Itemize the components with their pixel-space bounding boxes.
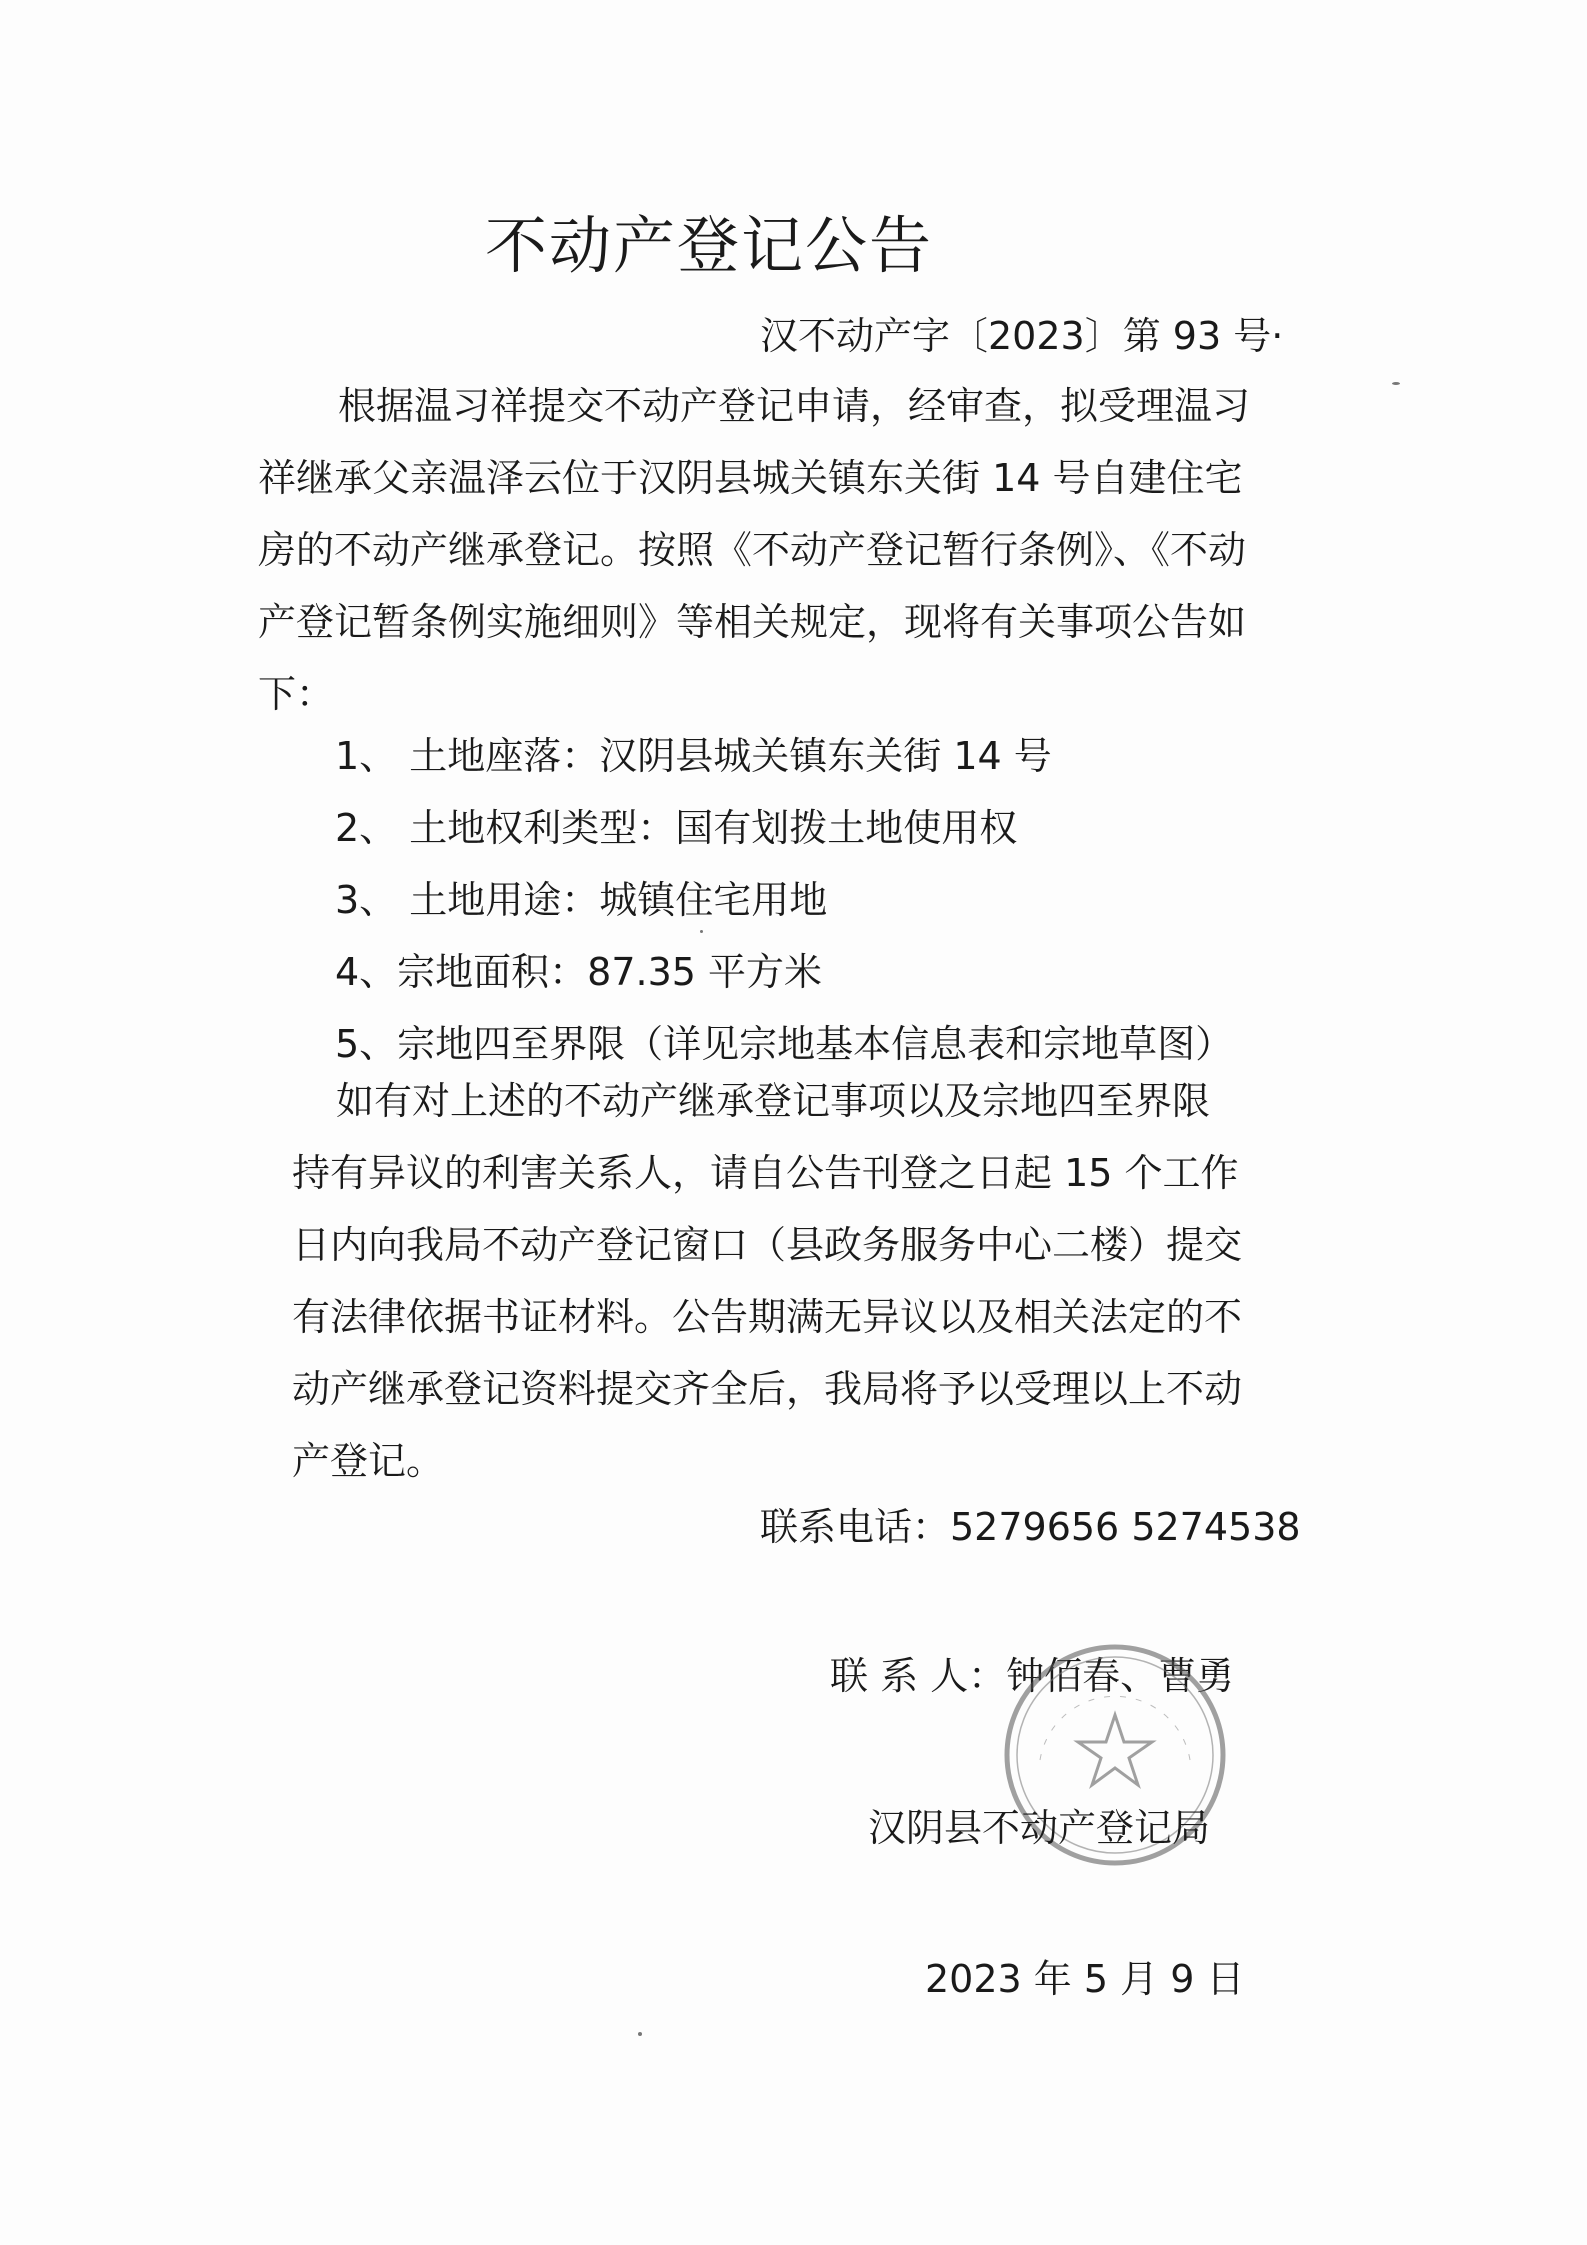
- intro-paragraph: [258, 370, 1250, 730]
- intro-line-5: 下：: [258, 672, 335, 716]
- intro-line-1: 根据温习祥提交不动产登记申请，经审查，拟受理温习: [338, 384, 1251, 428]
- scan-speck: [638, 2032, 642, 2036]
- list-item: 3、 土地用途：城镇住宅用地: [335, 878, 828, 922]
- issue-date: 2023 年 5 月 9 日: [925, 1957, 1245, 2001]
- document-number: 汉不动产字〔2023〕第 93 号·: [760, 314, 1284, 358]
- list-item: 2、 土地权利类型：国有划拨土地使用权: [335, 806, 1018, 850]
- scan-speck: [700, 930, 703, 933]
- objection-line-3: 日内向我局不动产登记窗口（县政务服务中心二楼）提交: [292, 1223, 1243, 1267]
- objection-line-4: 有法律依据书证材料。公告期满无异议以及相关法定的不: [292, 1295, 1243, 1339]
- intro-line-2: 祥继承父亲温泽云位于汉阴县城关镇东关街 14 号自建住宅: [258, 456, 1243, 500]
- issuing-organization: 汉阴县不动产登记局: [868, 1806, 1211, 1850]
- objection-paragraph: [292, 1065, 1242, 1497]
- contact-person: 联 系 人：钟佰春、曹勇: [830, 1654, 1235, 1698]
- objection-line-5: 动产继承登记资料提交齐全后，我局将予以受理以上不动: [292, 1367, 1243, 1411]
- list-item: 5、宗地四至界限（详见宗地基本信息表和宗地草图）: [335, 1022, 1234, 1066]
- intro-line-3: 房的不动产继承登记。按照《不动产登记暂行条例》、《不动: [258, 528, 1247, 572]
- objection-line-6: 产登记。: [292, 1439, 445, 1483]
- intro-line-4: 产登记暂条例实施细则》等相关规定，现将有关事项公告如: [258, 600, 1247, 644]
- objection-line-1: 如有对上述的不动产继承登记事项以及宗地四至界限: [336, 1079, 1211, 1123]
- scan-speck: [1392, 382, 1400, 385]
- list-item: 1、 土地座落：汉阴县城关镇东关街 14 号: [335, 734, 1052, 778]
- item-list: [335, 720, 1233, 1080]
- document-title: 不动产登记公告: [485, 209, 934, 282]
- objection-line-2: 持有异议的利害关系人，请自公告刊登之日起 15 个工作: [292, 1151, 1239, 1195]
- contact-phone: 联系电话：5279656 5274538: [760, 1505, 1301, 1549]
- list-item: 4、宗地面积：87.35 平方米: [335, 950, 823, 994]
